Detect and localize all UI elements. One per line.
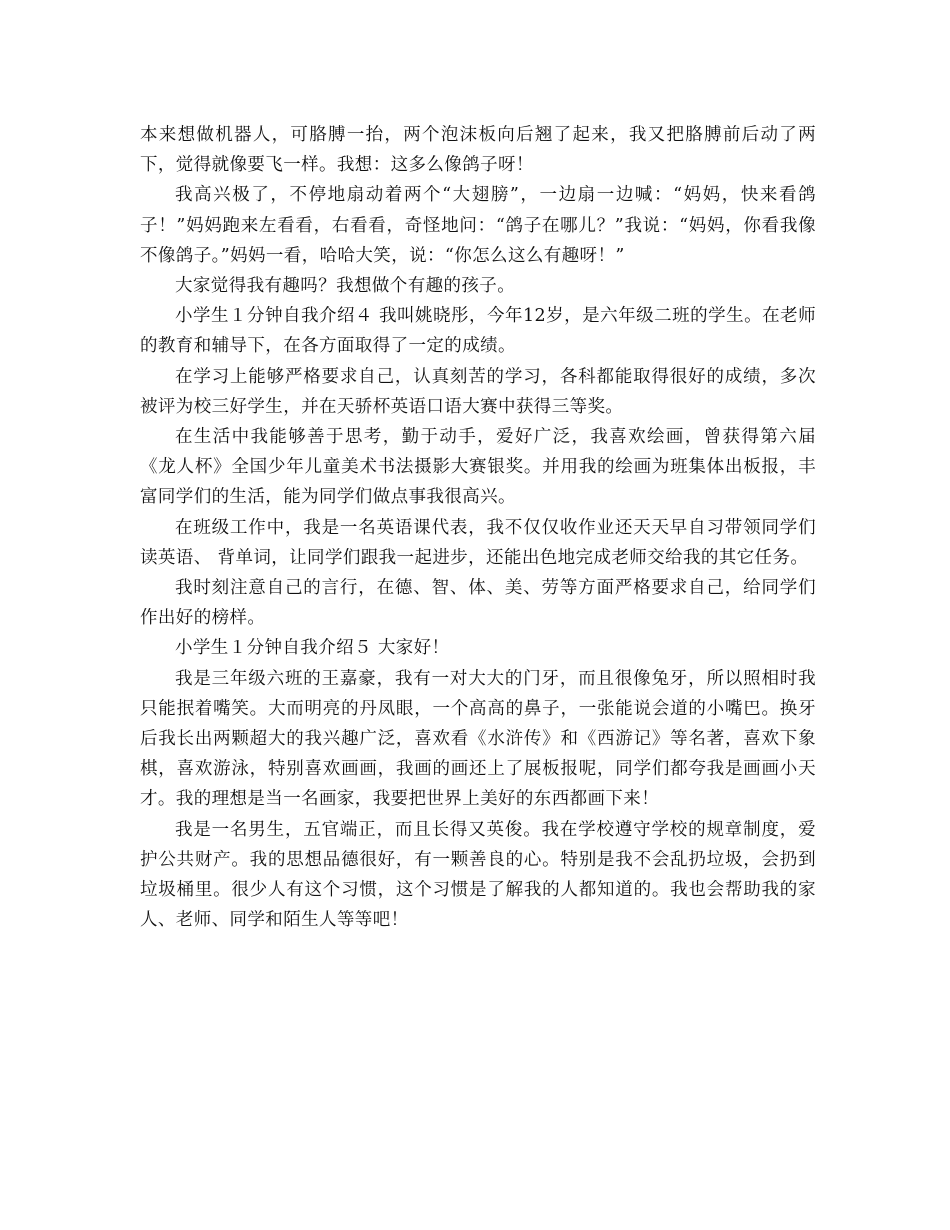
paragraph-3: 大家觉得我有趣吗？我想做个有趣的孩子。 xyxy=(175,276,516,297)
paragraph-5: 在学习上能够严格要求自己，认真刻苦的学习，各科都能取得很好的成绩，多次被评为校三好学生，并在天骄杯英语口语大赛中获得三等奖。 xyxy=(140,366,816,417)
paragraph-2: 我高兴极了，不停地扇动着两个“大翅膀”，一边扇一边喊：“妈妈，快来看鸽子！”妈妈跑来左看看，右看看，奇怪地问：“鸽子在哪儿？”我说：“妈妈，你看我像不像鸽子。”妈妈一看，哈哈大笑，说：“你怎么这么有趣呀！” xyxy=(140,185,816,266)
paragraph-1: 本来想做机器人，可胳膊一抬，两个泡沫板向后翘了起来，我又把胳膊前后动了两下，觉得就像要飞一样。我想：这多么像鸽子呀！ xyxy=(140,125,816,176)
paragraph-4: 小学生１分钟自我介绍４ 我叫姚晓彤，今年12岁，是六年级二班的学生。在老师的教育和辅导下，在各方面取得了一定的成绩。 xyxy=(140,306,816,357)
paragraph-11: 我是一名男生，五官端正，而且长得又英俊。我在学校遵守学校的规章制度，爱护公共财产。我的思想品德很好，有一颗善良的心。特别是我不会乱扔垃圾，会扔到垃圾桶里。很少人有这个习惯，这个习惯是了解我的人都知道的。我也会帮助我的家人、老师、同学和陌生人等等吧！ xyxy=(140,819,816,931)
paragraph-10: 我是三年级六班的王嘉豪，我有一对大大的门牙，而且很像兔牙，所以照相时我只能抿着嘴笑。大而明亮的丹凤眼，一个高高的鼻子，一张能说会道的小嘴巴。换牙后我长出两颗超大的我兴趣广泛，喜欢看《水浒传》和《西游记》等名著，喜欢下象棋，喜欢游泳，特别喜欢画画，我画的画还上了展板报呢，同学们都夸我是画画小天才。我的理想是当一名画家，我要把世界上美好的东西都画下来！ xyxy=(140,668,816,810)
paragraph-9: 小学生１分钟自我介绍５ 大家好！ xyxy=(175,638,450,659)
paragraph-8: 我时刻注意自己的言行，在德、智、体、美、劳等方面严格要求自己，给同学们作出好的榜样。 xyxy=(140,578,816,629)
paragraph-7: 在班级工作中，我是一名英语课代表，我不仅仅收作业还天天早自习带领同学们读英语、 背单词，让同学们跟我一起进步，还能出色地完成老师交给我的其它任务。 xyxy=(140,517,816,568)
document-body xyxy=(140,120,816,935)
paragraph-6: 在生活中我能够善于思考，勤于动手，爱好广泛，我喜欢绘画，曾获得第六届《龙人杯》全国少年儿童美术书法摄影大赛银奖。并用我的绘画为班集体出板报，丰富同学们的生活，能为同学们做点事我很高兴。 xyxy=(140,427,816,508)
